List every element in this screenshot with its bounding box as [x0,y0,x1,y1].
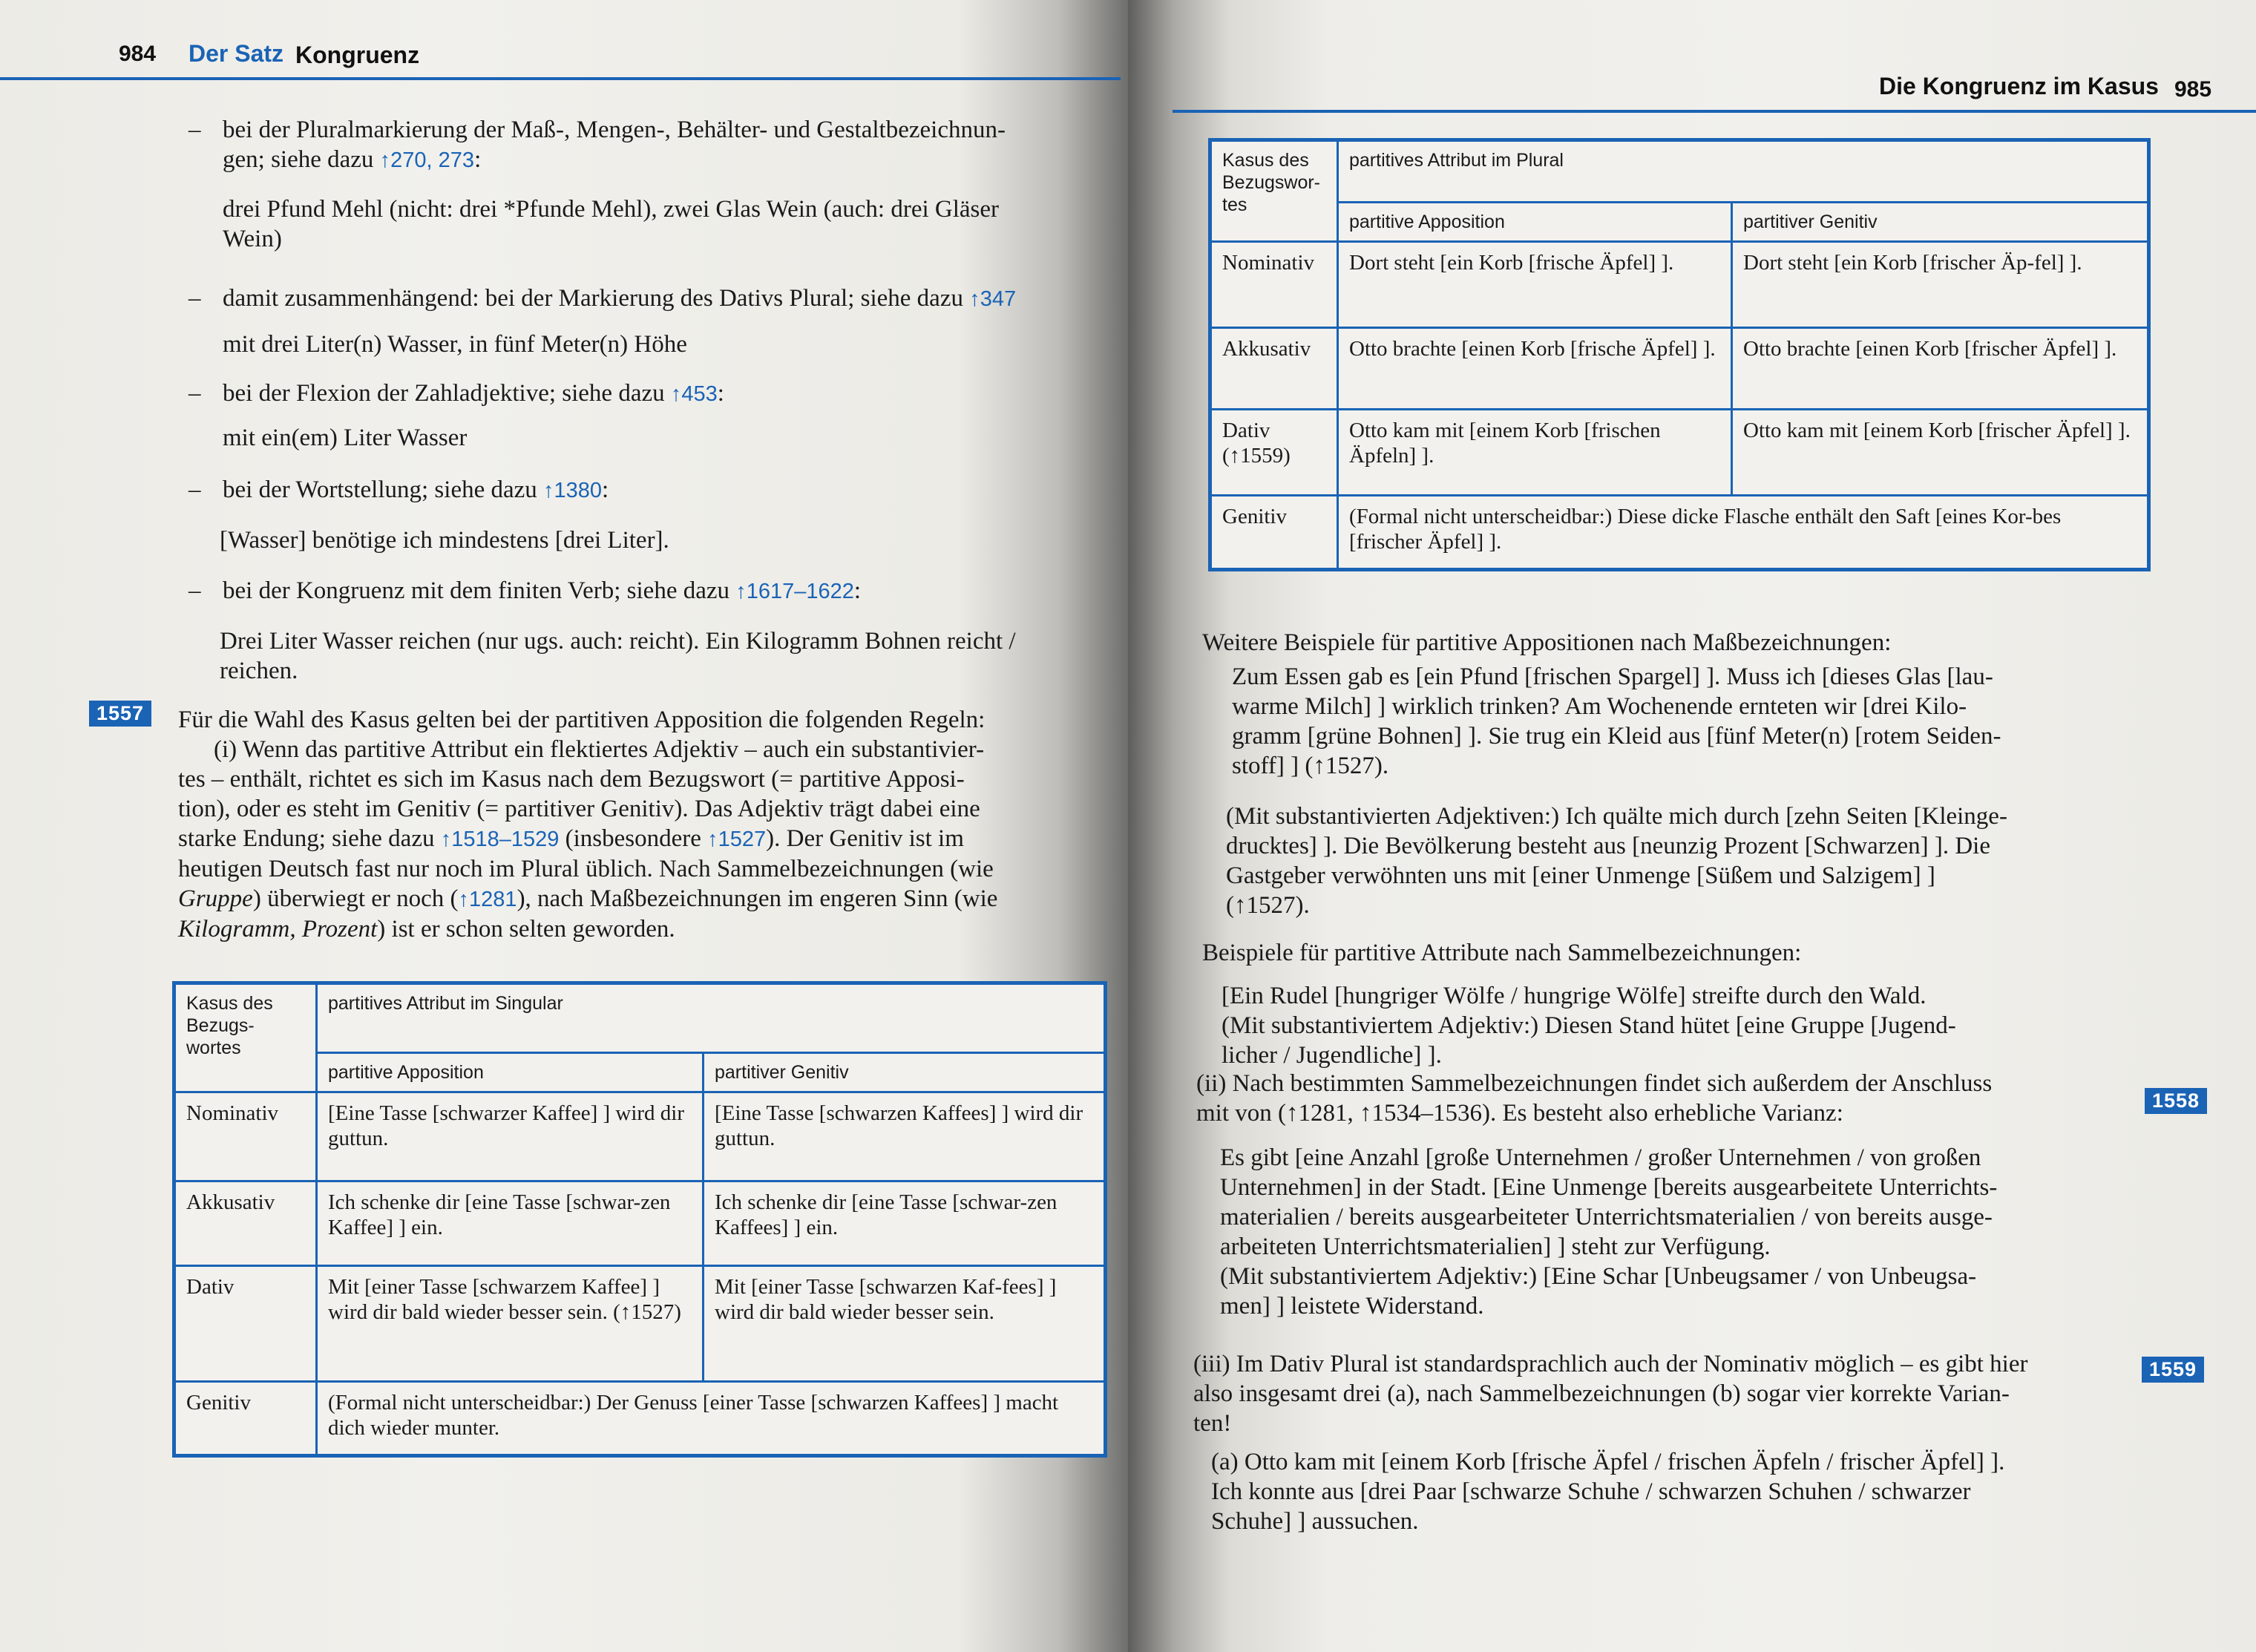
page-number-right: 985 [2174,77,2212,102]
table-top-header: partitives Attribut im Plural [1338,140,2149,203]
table-row: Akkusativ Otto brachte [einen Korb [frische Äpfel] ]. Otto brachte [einen Korb [frischer Äpfel] ]. [1210,328,2149,410]
right-page [1128,0,2256,1652]
table-col-header: partitiver Genitiv [1732,203,2149,242]
header-rule-left [0,77,1121,80]
example: mit ein(em) Liter Wasser [223,425,468,451]
table-row: Akkusativ Ich schenke dir [eine Tasse [schwar-zen Kaffee] ] ein. Ich schenke dir [eine Tasse [schwar-zen Kaffees] ] ein. [174,1181,1106,1266]
rule-paragraph: (iii) Im Dativ Plural ist standardsprachlich auch der Nominativ möglich – es gibt hier also insgesamt drei (a), nach Sammelbezeichnungen (b) sogar vier korrekte Varian- ten! [1193,1351,2028,1437]
margin-number-badge: 1558 [2145,1088,2207,1114]
list-item: bei der Wortstellung; siehe dazu ↑1380: [223,476,609,503]
list-item: bei der Kongruenz mit dem finiten Verb; siehe dazu ↑1617–1622: [223,577,862,604]
example-block: [Ein Rudel [hungriger Wölfe / hungrige Wölfe] streifte durch den Wald. (Mit substantiviertem Adjektiv:) Diesen Stand hütet [eine Gruppe [Jugend- licher / Jugendliche] ]. [1222,983,1956,1069]
table-row: Nominativ Dort steht [ein Korb [frische Äpfel] ]. Dort steht [ein Korb [frischer Äp-fel] ]. [1210,242,2149,328]
table-row: Dativ (↑1559) Otto kam mit [einem Korb [frischen Äpfeln] ]. Otto kam mit [einem Korb [frischer Äpfel] ]. [1210,410,2149,496]
rule-paragraph: Für die Wahl des Kasus gelten bei der partitiven Apposition die folgenden Regeln: (i) Wenn das partitive Attribut ein flektiertes Adjektiv – auch ein substantivier- tes – enthält, richtet es sich im Kasus nach dem Bezugswort (= partitive Apposi- tion), oder es steht im Genitiv (= partitiver Genitiv). Das Adjektiv trägt dabei eine starke Endung; siehe dazu ↑1518–1529 (insbesondere ↑1527). Der Genitiv ist im heutigen Deutsch fast nur noch im Plural üblich. Nach Sammelbezeichnungen (wie Gruppe) überwiegt er noch (↑1281), nach Maßbezeichnungen im engeren Sinn (wie Kilogramm, Prozent) ist er schon selten geworden. [178,707,998,943]
header-rule-right [1173,110,2256,113]
topic-title-left: Kongruenz [295,42,420,68]
list-item: damit zusammenhängend: bei der Markierung des Dativs Plural; siehe dazu ↑347 [223,285,1017,312]
example: [Wasser] benötige ich mindestens [drei Liter]. [220,527,669,554]
plural-table [1208,138,2151,571]
example-block: (a) Otto kam mit [einem Korb [frische Äpfel / frischen Äpfeln / frischer Äpfel] ]. Ich konnte aus [drei Paar [schwarze Schuhe / schwarzen Schuhen / schwarzer Schuhe] ] aussuchen. [1211,1449,2005,1535]
page-number-left: 984 [119,42,157,66]
example: mit drei Liter(n) Wasser, in fünf Meter(n) Höhe [223,331,687,358]
example: drei Pfund Mehl (nicht: drei *Pfunde Mehl), zwei Glas Wein (auch: drei Gläser Wein) [223,196,1000,252]
table-row: Genitiv (Formal nicht unterscheidbar:) Diese dicke Flasche enthält den Saft [eines Kor-bes [frischer Äpfel] ]. [1210,496,2149,570]
table-row: Dativ Mit [einer Tasse [schwarzem Kaffee] ] wird dir bald wieder besser sein. (↑1527) Mit [einer Tasse [schwarzen Kaf-fees] ] wird dir bald wieder besser sein. [174,1266,1106,1382]
examples-intro: Weitere Beispiele für partitive Appositionen nach Maßbezeichnungen: [1202,629,1892,656]
list-dash: – [188,285,201,312]
example-block: Zum Essen gab es [ein Pfund [frischen Spargel] ]. Muss ich [dieses Glas [lau- warme Milch] ] wirklich trinken? Am Wochenende ernteten wir [drei Kilo- gramm [grüne Bohnen] ]. Sie trug ein Kleid aus [fünf Meter(n) [rotem Seiden- stoff] ] (↑1527). [1232,663,2001,779]
rule-paragraph: (ii) Nach bestimmten Sammelbezeichnungen findet sich außerdem der Anschluss mit von (↑1281, ↑1534–1536). Es besteht also erhebliche Varianz: [1196,1070,1993,1127]
table-col-header: partitive Apposition [317,1053,704,1092]
example: Drei Liter Wasser reichen (nur ugs. auch: reicht). Ein Kilogramm Bohnen reicht / reichen. [220,628,1016,684]
topic-title-right: Die Kongruenz im Kasus [1879,73,2159,99]
table-top-header: partitives Attribut im Singular [317,983,1106,1053]
margin-number-badge: 1559 [2142,1357,2204,1383]
examples-intro: Beispiele für partitive Attribute nach Sammelbezeichnungen: [1202,940,1802,966]
list-dash: – [188,117,201,143]
example-block: Es gibt [eine Anzahl [große Unternehmen / großer Unternehmen / von großen Unternehmen] in der Stadt. [Eine Unmenge [bereits ausgearbeitete Unterrichts- materialien / bereits ausgearbeiteter Unterrichtsmaterialien / von bereits ausge- arbeiteten Unterrichtsmaterialien] ] steht zur Verfügung. (Mit substantiviertem Adjektiv:) [Eine Schar [Unbeugsamer / von Unbeugsa- men] ] leistete Widerstand. [1220,1144,1998,1320]
margin-number-badge: 1557 [89,701,151,727]
list-dash: – [188,476,201,503]
example-block: (Mit substantivierten Adjektiven:) Ich quälte mich durch [zehn Seiten [Kleinge- drucktes] ]. Die Bevölkerung besteht aus [neunzig Prozent [Schwarzen] ]. Die Gastgeber verwöhnten uns mit [einer Unmenge [Süßem und Salzigem] ] (↑1527). [1226,803,2007,919]
list-item: bei der Pluralmarkierung der Maß-, Mengen-, Behälter- und Gestaltbezeichnun- gen; siehe dazu ↑270, 273: [223,117,1006,173]
section-title: Der Satz [188,40,284,67]
table-corner-header: Kasus des Bezugs-wortes [174,983,317,1092]
list-dash: – [188,380,201,407]
list-item: bei der Flexion der Zahladjektive; siehe dazu ↑453: [223,380,724,407]
table-row: Nominativ [Eine Tasse [schwarzer Kaffee] ] wird dir guttun. [Eine Tasse [schwarzen Kaffees] ] wird dir guttun. [174,1092,1106,1181]
list-dash: – [188,577,201,604]
table-col-header: partitiver Genitiv [704,1053,1106,1092]
singular-table [172,981,1107,1458]
table-row: Genitiv (Formal nicht unterscheidbar:) Der Genuss [einer Tasse [schwarzen Kaffees] ] macht dich wieder munter. [174,1382,1106,1456]
table-col-header: partitive Apposition [1338,203,1732,242]
table-corner-header: Kasus des Bezugswor-tes [1210,140,1338,242]
